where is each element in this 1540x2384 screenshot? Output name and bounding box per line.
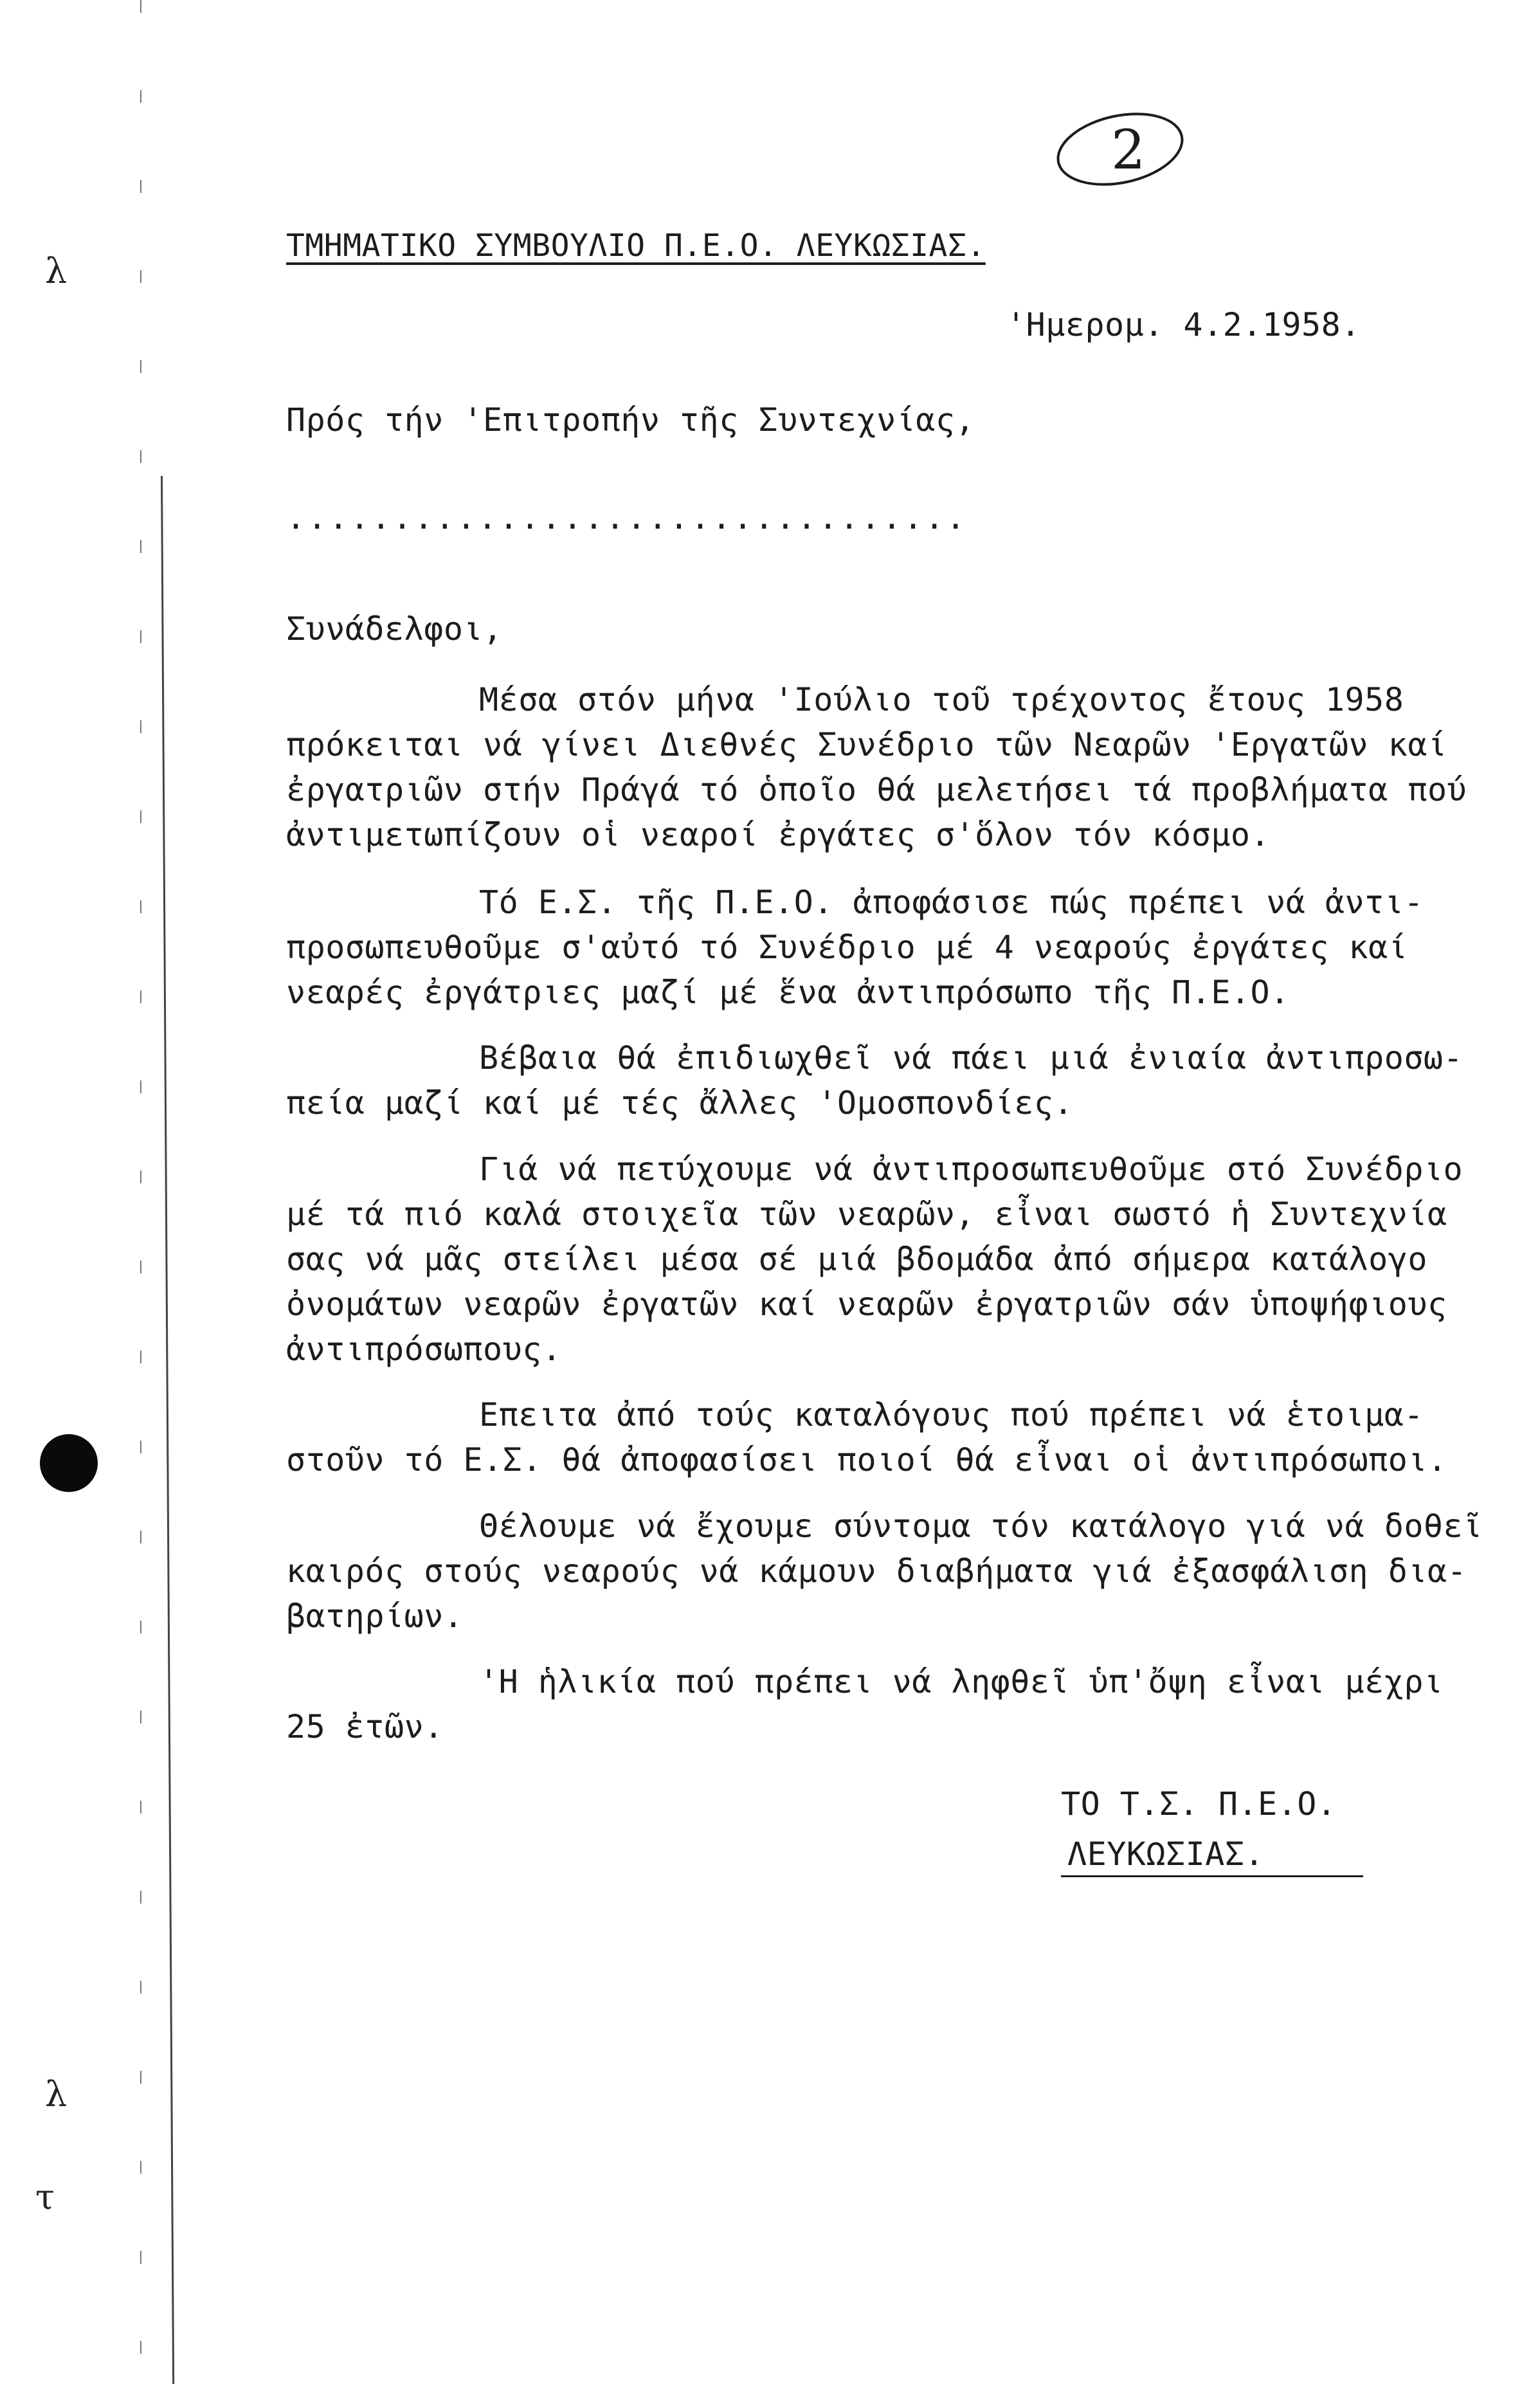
body-line: Επειτα ἀπό τούς καταλόγους πού πρέπει νά ἑτοιμα- [479,1396,1424,1433]
salutation: Συνάδελφοι, [286,610,503,648]
body-line: νεαρές ἐργάτριες μαζί μέ ἕνα ἀντιπρόσωπο τῆς Π.Ε.Ο. [286,974,1290,1011]
signature-underline [1061,1875,1363,1877]
body-line: ὀνομάτων νεαρῶν ἐργατῶν καί νεαρῶν ἐργατριῶν σάν ὑποψήφιους [286,1286,1447,1323]
body-line: σας νά μᾶς στείλει μέσα σέ μιά βδομάδα ἀπό σήμερα κατάλογο [286,1241,1427,1278]
body-line: καιρός στούς νεαρούς νά κάμουν διαβήματα γιά ἐξασφάλιση δια- [286,1552,1467,1590]
addressee-line: Πρός τήν 'Επιτροπήν τῆς Συντεχνίας, [286,401,975,439]
body-line: μέ τά πιό καλά στοιχεῖα τῶν νεαρῶν, εἶναι σωστό ἡ Συντεχνία [286,1196,1447,1233]
margin-mark: λ [45,2074,68,2115]
body-line: 'Η ἡλικία πού πρέπει νά ληφθεῖ ὑπ'ὄψη εἶναι μέχρι [479,1663,1444,1700]
margin-mark: λ [45,251,68,291]
body-line: πεία μαζί καί μέ τές ἄλλες 'Ομοσπονδίες. [286,1084,1074,1122]
body-line: στοῦν τό Ε.Σ. θά ἀποφασίσει ποιοί θά εἶναι οἱ ἀντιπρόσωποι. [286,1441,1447,1479]
punch-hole [40,1434,98,1492]
page-number-text: 2 [1111,118,1146,181]
dotted-line: ................................ [286,499,968,536]
letterhead-title: ΤΜΗΜΑΤΙΚΟ ΣΥΜΒΟΥΛΙΟ Π.Ε.Ο. ΛΕΥΚΩΣΙΑΣ. [286,228,986,264]
body-line: ἐργατριῶν στήν Πράγά τό ὁποῖο θά μελετήσει τά προβλήματα πού [286,771,1467,808]
margin-mark: τ [35,2177,55,2217]
body-line: προσωπευθοῦμε σ'αὐτό τό Συνέδριο μέ 4 νεαρούς ἐργάτες καί [286,929,1408,966]
circle-annotation-icon [1048,109,1196,193]
signature-line-1: ΤΟ Τ.Σ. Π.Ε.Ο. [1061,1785,1337,1823]
date-line: 'Ημερομ. 4.2.1958. [1006,306,1361,343]
body-line: βατηρίων. [286,1597,464,1635]
body-line: Μέσα στόν μήνα 'Ιούλιο τοῦ τρέχοντος ἔτους 1958 [479,681,1404,718]
body-line: Θέλουμε νά ἔχουμε σύντομα τόν κατάλογο γιά νά δοθεῖ [479,1507,1483,1545]
body-line: πρόκειται νά γίνει Διεθνές Συνέδριο τῶν Νεαρῶν 'Εργατῶν καί [286,726,1447,763]
body-line: Τό Ε.Σ. τῆς Π.Ε.Ο. ἀποφάσισε πώς πρέπει νά ἀντι- [479,884,1424,921]
body-line: ἀντιπρόσωπους. [286,1331,562,1368]
fold-line [161,476,174,2384]
circled-page-number [1048,109,1196,193]
body-line: Βέβαια θά ἐπιδιωχθεῖ νά πάει μιά ἐνιαία ἀντιπροσω- [479,1039,1463,1077]
scan-edge-dots [140,0,141,2384]
body-line: ἀντιμετωπίζουν οἱ νεαροί ἐργάτες σ'ὅλον τόν κόσμο. [286,816,1271,853]
body-line: 25 ἐτῶν. [286,1708,444,1745]
signature-line-2: ΛΕΥΚΩΣΙΑΣ. [1067,1835,1265,1873]
body-line: Γιά νά πετύχουμε νά ἀντιπροσωπευθοῦμε στό Συνέδριο [479,1151,1463,1188]
